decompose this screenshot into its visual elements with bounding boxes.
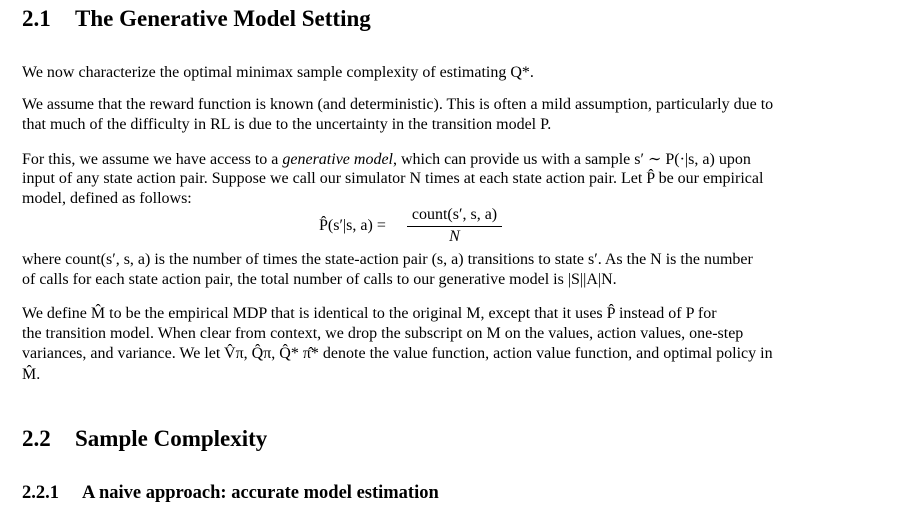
equation-denominator: N [449, 228, 460, 245]
paragraph-generative-line-1 [22, 149, 751, 169]
emphasis-generative-model: generative model [282, 151, 393, 168]
subsection-title: A naive approach: accurate model estimation [82, 483, 439, 503]
section-heading-2-2 [22, 426, 267, 452]
text-run: , which can provide us with a sample s′ ∼ P(·|s, a) upon [393, 151, 751, 168]
text-run: For this, we assume we have access to a [22, 151, 283, 168]
paragraph-assumption-line-1: We assume that the reward function is known (and deterministic). This is often a mild assumption, particularly due to [22, 96, 774, 113]
paragraph-generative-line-2: input of any state action pair. Suppose we call our simulator N times at each state action pair. Let P̂ be our empirical [22, 170, 764, 187]
paragraph-mdp-line-4: M̂. [22, 366, 41, 383]
paragraph-mdp-line-1: We define M̂ to be the empirical MDP that is identical to the original M, except that it uses P̂ instead of P for [22, 305, 717, 322]
paragraph-count-line-1: where count(s′, s, a) is the number of times the state-action pair (s, a) transitions to state s′. As the N is the number [22, 251, 753, 268]
section-heading-2-1 [22, 6, 371, 32]
subsection-number: 2.2.1 [22, 483, 59, 503]
paragraph-mdp-line-2: the transition model. When clear from context, we drop the subscript on M on the values, action values, one-step [22, 325, 744, 342]
subsection-heading-2-2-1 [22, 483, 439, 504]
section-number: 2.1 [22, 6, 51, 31]
paragraph-mdp-line-3: variances, and variance. We let V̂π, Q̂π, Q̂* π̂* denote the value function, action value function, and optimal policy in [22, 345, 773, 362]
paragraph-intro: We now characterize the optimal minimax sample complexity of estimating Q*. [22, 64, 534, 81]
section-title: Sample Complexity [75, 426, 268, 451]
equation-lhs: P̂(s′|s, a) = [319, 217, 386, 234]
section-number: 2.2 [22, 426, 51, 451]
paragraph-assumption-line-2: that much of the difficulty in RL is due to the uncertainty in the transition model P. [22, 116, 552, 133]
paragraph-count-line-2: of calls for each state action pair, the total number of calls to our generative model is |S||A|N. [22, 271, 617, 288]
equation-numerator: count(s′, s, a) [407, 206, 502, 227]
section-title: The Generative Model Setting [75, 6, 371, 31]
paragraph-generative-line-3: model, defined as follows: [22, 190, 192, 207]
equation-fraction [407, 206, 502, 246]
